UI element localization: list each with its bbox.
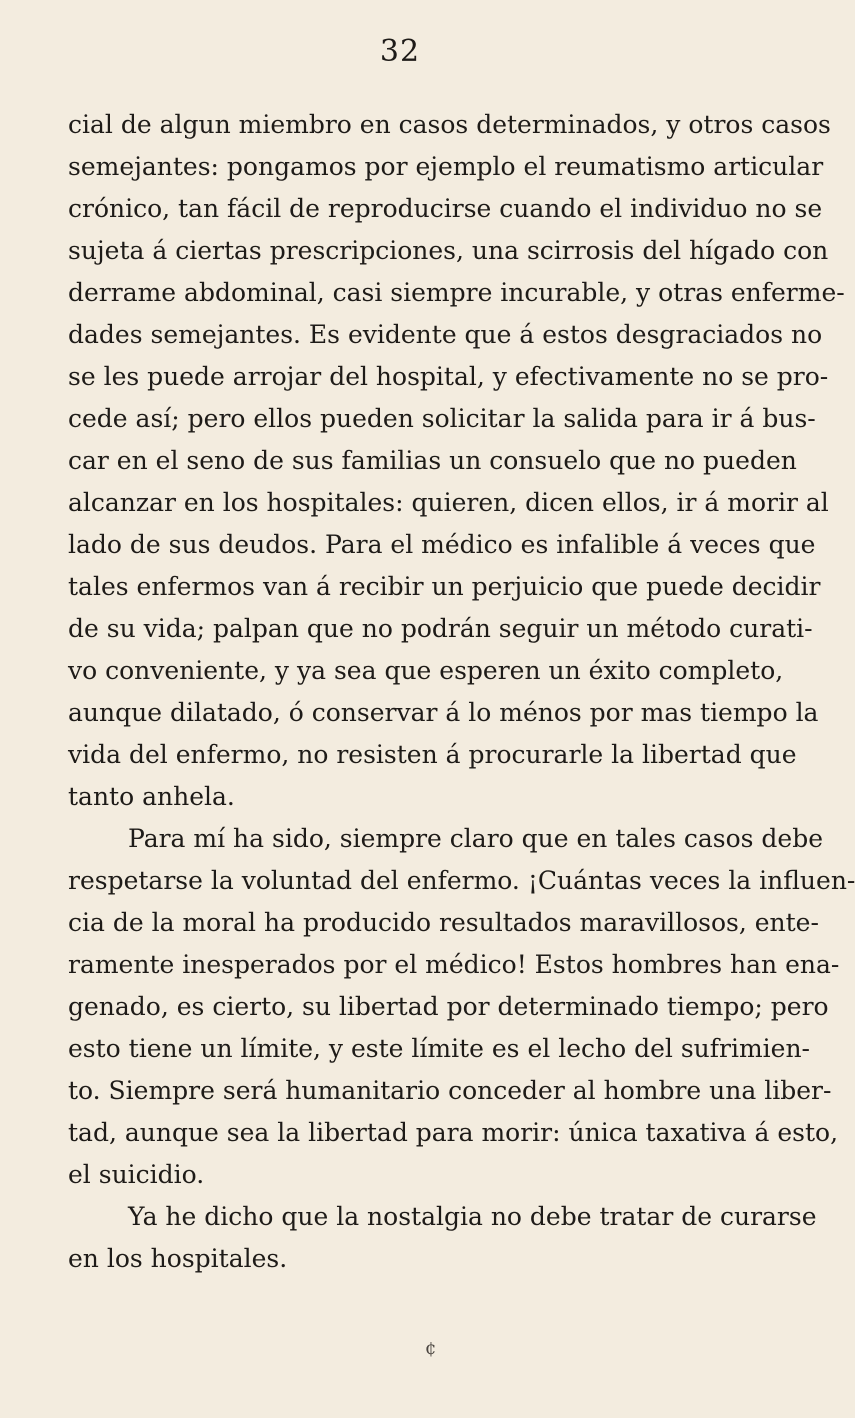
text-line: el suicidio.	[68, 1160, 205, 1189]
text-line: vida del enfermo, no resisten á procurarle la libertad que	[68, 740, 797, 769]
paragraph-start-line: Ya he dicho que la nostalgia no debe tratar de curarse	[128, 1202, 817, 1231]
text-line: cede así; pero ellos pueden solicitar la salida para ir á bus-	[68, 404, 816, 433]
text-line: esto tiene un límite, y este límite es el lecho del sufrimien-	[68, 1034, 811, 1063]
stray-ink-mark: ¢	[425, 1338, 437, 1359]
text-line: lado de sus deudos. Para el médico es infalible á veces que	[68, 530, 816, 559]
text-line: genado, es cierto, su libertad por determinado tiempo; pero	[68, 992, 829, 1021]
text-line: vo conveniente, y ya sea que esperen un éxito completo,	[68, 656, 784, 685]
text-line: crónico, tan fácil de reproducirse cuando el individuo no se	[68, 194, 823, 223]
page-number: 32	[379, 34, 421, 69]
text-line: sujeta á ciertas prescripciones, una scirrosis del hígado con	[68, 236, 829, 265]
text-line: dades semejantes. Es evidente que á estos desgraciados no	[68, 320, 823, 349]
text-line: de su vida; palpan que no podrán seguir un método curati-	[68, 614, 813, 643]
text-line: ramente inesperados por el médico! Estos hombres han ena-	[68, 950, 840, 979]
text-line: tanto anhela.	[68, 782, 235, 811]
text-line: derrame abdominal, casi siempre incurable, y otras enferme-	[68, 278, 845, 307]
text-line: en los hospitales.	[68, 1244, 288, 1273]
text-line: tales enfermos van á recibir un perjuicio que puede decidir	[68, 572, 821, 601]
text-line: cia de la moral ha producido resultados maravillosos, ente-	[68, 908, 819, 937]
body-text	[68, 104, 855, 1280]
text-line: to. Siempre será humanitario conceder al hombre una liber-	[68, 1076, 832, 1105]
text-line: alcanzar en los hospitales: quieren, dicen ellos, ir á morir al	[68, 488, 829, 517]
text-line: se les puede arrojar del hospital, y efectivamente no se pro-	[68, 362, 829, 391]
text-line: cial de algun miembro en casos determinados, y otros casos	[68, 110, 831, 139]
text-line: aunque dilatado, ó conservar á lo ménos por mas tiempo la	[68, 698, 819, 727]
text-line: car en el seno de sus familias un consuelo que no pueden	[68, 446, 797, 475]
text-line: semejantes: pongamos por ejemplo el reumatismo articular	[68, 152, 824, 181]
text-line: respetarse la voluntad del enfermo. ¡Cuántas veces la influen-	[68, 866, 855, 895]
paragraph-start-line: Para mí ha sido, siempre claro que en tales casos debe	[128, 824, 824, 853]
text-line: tad, aunque sea la libertad para morir: única taxativa á esto,	[68, 1118, 839, 1147]
